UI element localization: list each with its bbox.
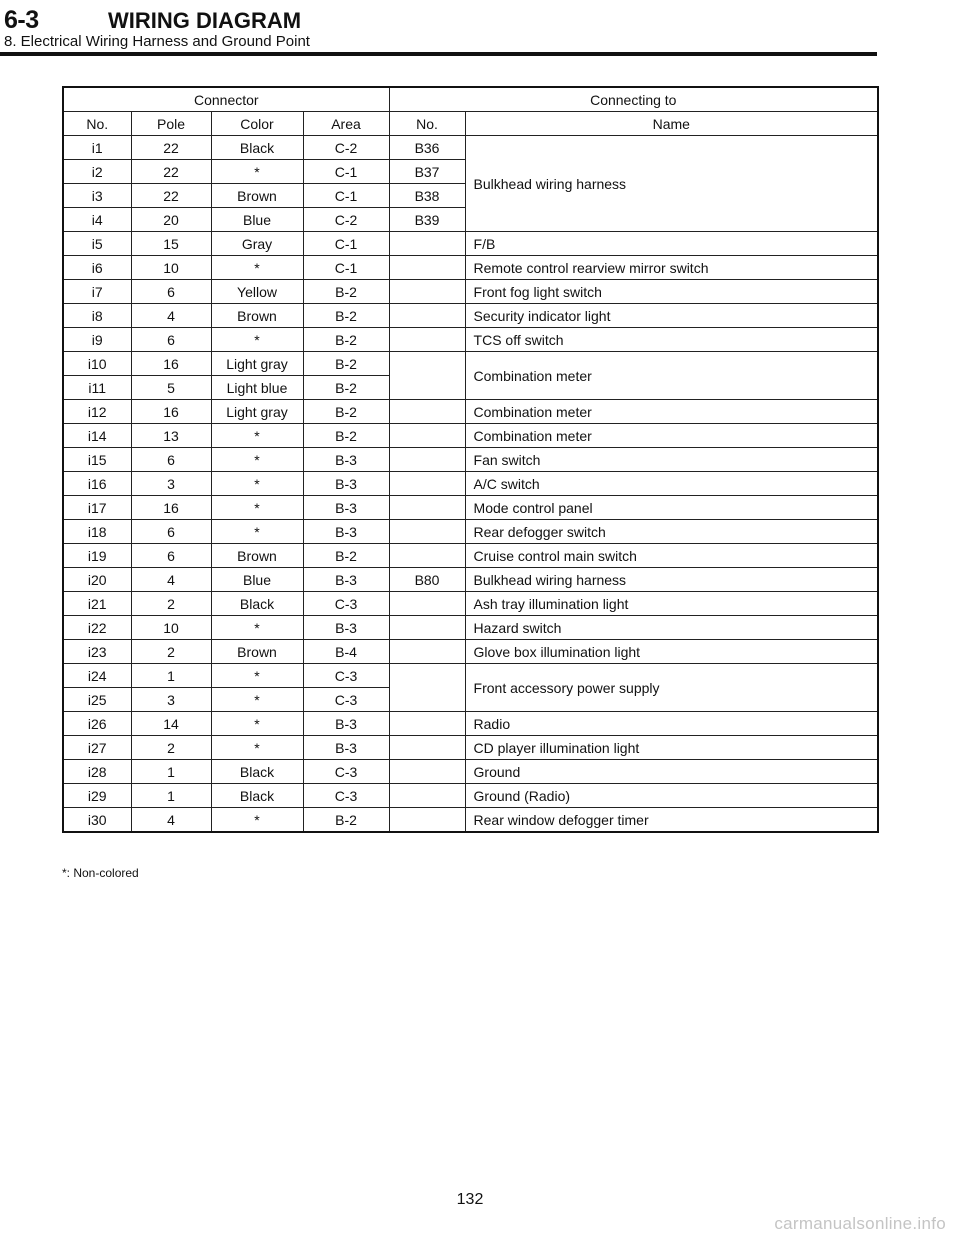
cell-name: Fan switch: [465, 448, 878, 472]
cell-conn-no: [389, 328, 465, 352]
cell-no: i15: [63, 448, 131, 472]
cell-name: Glove box illumination light: [465, 640, 878, 664]
group-header-row: [63, 87, 878, 112]
cell-color: *: [211, 712, 303, 736]
cell-conn-no: [389, 520, 465, 544]
table-row: [63, 520, 878, 544]
cell-color: *: [211, 424, 303, 448]
table-row: [63, 592, 878, 616]
cell-color: *: [211, 520, 303, 544]
cell-no: i7: [63, 280, 131, 304]
cell-no: i2: [63, 160, 131, 184]
table-row: [63, 808, 878, 833]
column-header-conn-no: No.: [389, 112, 465, 136]
table-row: [63, 424, 878, 448]
cell-pole: 1: [131, 760, 211, 784]
cell-pole: 22: [131, 184, 211, 208]
cell-area: C-3: [303, 664, 389, 688]
cell-conn-no: [389, 400, 465, 424]
column-header-row: [63, 112, 878, 136]
cell-no: i9: [63, 328, 131, 352]
cell-name: Remote control rearview mirror switch: [465, 256, 878, 280]
table-row: [63, 448, 878, 472]
cell-conn-no: [389, 304, 465, 328]
cell-no: i19: [63, 544, 131, 568]
cell-conn-no: B36: [389, 136, 465, 160]
cell-area: B-3: [303, 520, 389, 544]
connecting-to-group-header: Connecting to: [389, 87, 878, 112]
cell-pole: 4: [131, 568, 211, 592]
cell-conn-no: [389, 448, 465, 472]
cell-pole: 6: [131, 544, 211, 568]
cell-no: i21: [63, 592, 131, 616]
cell-name: Cruise control main switch: [465, 544, 878, 568]
cell-pole: 1: [131, 664, 211, 688]
cell-conn-no: [389, 472, 465, 496]
table-row: [63, 136, 878, 160]
cell-no: i5: [63, 232, 131, 256]
cell-no: i17: [63, 496, 131, 520]
cell-pole: 10: [131, 616, 211, 640]
cell-name: Ground (Radio): [465, 784, 878, 808]
cell-area: B-3: [303, 448, 389, 472]
cell-no: i18: [63, 520, 131, 544]
cell-no: i20: [63, 568, 131, 592]
cell-area: B-3: [303, 616, 389, 640]
cell-color: *: [211, 472, 303, 496]
table-row: [63, 304, 878, 328]
cell-conn-no: [389, 664, 465, 712]
cell-conn-no: [389, 592, 465, 616]
cell-area: B-4: [303, 640, 389, 664]
cell-color: Gray: [211, 232, 303, 256]
cell-conn-no: [389, 256, 465, 280]
cell-pole: 4: [131, 808, 211, 833]
cell-conn-no: B39: [389, 208, 465, 232]
cell-area: C-1: [303, 160, 389, 184]
cell-no: i8: [63, 304, 131, 328]
cell-no: i26: [63, 712, 131, 736]
watermark: carmanualsonline.info: [774, 1214, 946, 1233]
connector-group-header: Connector: [63, 87, 389, 112]
cell-color: Blue: [211, 208, 303, 232]
cell-color: Brown: [211, 184, 303, 208]
cell-color: *: [211, 160, 303, 184]
cell-conn-no: B80: [389, 568, 465, 592]
table-row: [63, 352, 878, 376]
cell-no: i4: [63, 208, 131, 232]
table-row: [63, 232, 878, 256]
column-header-name: Name: [465, 112, 878, 136]
cell-area: C-3: [303, 760, 389, 784]
section-subtitle: 8. Electrical Wiring Harness and Ground Point: [4, 33, 310, 50]
cell-area: C-3: [303, 784, 389, 808]
cell-no: i16: [63, 472, 131, 496]
cell-pole: 3: [131, 472, 211, 496]
cell-no: i22: [63, 616, 131, 640]
cell-no: i25: [63, 688, 131, 712]
cell-name: A/C switch: [465, 472, 878, 496]
cell-no: i3: [63, 184, 131, 208]
cell-area: B-3: [303, 568, 389, 592]
table-row: [63, 784, 878, 808]
cell-pole: 16: [131, 352, 211, 376]
cell-conn-no: [389, 496, 465, 520]
cell-color: *: [211, 688, 303, 712]
section-number: 6-3: [4, 6, 39, 34]
section-title: WIRING DIAGRAM: [108, 8, 302, 33]
table-row: [63, 400, 878, 424]
cell-area: B-2: [303, 544, 389, 568]
cell-name: Mode control panel: [465, 496, 878, 520]
cell-color: Brown: [211, 544, 303, 568]
cell-color: *: [211, 616, 303, 640]
cell-pole: 16: [131, 496, 211, 520]
cell-area: B-3: [303, 496, 389, 520]
cell-name: Ash tray illumination light: [465, 592, 878, 616]
cell-name: Rear defogger switch: [465, 520, 878, 544]
cell-color: Brown: [211, 640, 303, 664]
table-row: [63, 544, 878, 568]
cell-no: i28: [63, 760, 131, 784]
cell-pole: 22: [131, 160, 211, 184]
cell-name: Ground: [465, 760, 878, 784]
cell-area: C-1: [303, 232, 389, 256]
cell-pole: 10: [131, 256, 211, 280]
cell-conn-no: [389, 424, 465, 448]
table-row: [63, 280, 878, 304]
cell-color: *: [211, 808, 303, 833]
cell-conn-no: B38: [389, 184, 465, 208]
cell-color: Light blue: [211, 376, 303, 400]
cell-conn-no: [389, 736, 465, 760]
cell-area: C-3: [303, 592, 389, 616]
cell-name: Rear window defogger timer: [465, 808, 878, 833]
table-row: [63, 760, 878, 784]
cell-pole: 5: [131, 376, 211, 400]
cell-conn-no: [389, 712, 465, 736]
cell-pole: 22: [131, 136, 211, 160]
header-rule: [0, 52, 877, 56]
cell-color: Brown: [211, 304, 303, 328]
table-row: [63, 616, 878, 640]
cell-name: Radio: [465, 712, 878, 736]
cell-name: Bulkhead wiring harness: [465, 568, 878, 592]
cell-pole: 13: [131, 424, 211, 448]
cell-area: B-3: [303, 712, 389, 736]
connector-table: [62, 86, 879, 833]
cell-no: i23: [63, 640, 131, 664]
cell-no: i30: [63, 808, 131, 833]
cell-color: Blue: [211, 568, 303, 592]
cell-color: Light gray: [211, 400, 303, 424]
column-header-pole: Pole: [131, 112, 211, 136]
cell-color: Yellow: [211, 280, 303, 304]
cell-color: Light gray: [211, 352, 303, 376]
cell-no: i1: [63, 136, 131, 160]
table-row: [63, 256, 878, 280]
table-row: [63, 568, 878, 592]
cell-name: Combination meter: [465, 352, 878, 400]
cell-name: Front accessory power supply: [465, 664, 878, 712]
table-row: [63, 736, 878, 760]
table-row: [63, 496, 878, 520]
cell-pole: 2: [131, 640, 211, 664]
cell-area: C-1: [303, 256, 389, 280]
cell-conn-no: [389, 544, 465, 568]
cell-name: F/B: [465, 232, 878, 256]
cell-conn-no: [389, 232, 465, 256]
cell-conn-no: B37: [389, 160, 465, 184]
cell-no: i29: [63, 784, 131, 808]
cell-pole: 20: [131, 208, 211, 232]
cell-area: C-2: [303, 136, 389, 160]
table-row: [63, 472, 878, 496]
cell-name: CD player illumination light: [465, 736, 878, 760]
cell-pole: 6: [131, 280, 211, 304]
cell-conn-no: [389, 616, 465, 640]
cell-color: *: [211, 448, 303, 472]
cell-color: Black: [211, 136, 303, 160]
footnote: *: Non-colored: [62, 866, 139, 880]
cell-area: B-2: [303, 304, 389, 328]
column-header-no: No.: [63, 112, 131, 136]
cell-color: Black: [211, 784, 303, 808]
cell-name: Front fog light switch: [465, 280, 878, 304]
table-row: [63, 712, 878, 736]
table-row: [63, 640, 878, 664]
cell-area: B-2: [303, 808, 389, 833]
cell-no: i14: [63, 424, 131, 448]
cell-pole: 4: [131, 304, 211, 328]
cell-color: Black: [211, 760, 303, 784]
table-row: [63, 328, 878, 352]
cell-conn-no: [389, 784, 465, 808]
table-row: [63, 664, 878, 688]
cell-area: B-2: [303, 280, 389, 304]
cell-name: Combination meter: [465, 400, 878, 424]
cell-name: Hazard switch: [465, 616, 878, 640]
cell-area: B-3: [303, 472, 389, 496]
cell-color: *: [211, 664, 303, 688]
cell-area: B-2: [303, 376, 389, 400]
cell-conn-no: [389, 808, 465, 833]
cell-area: B-3: [303, 736, 389, 760]
cell-pole: 6: [131, 448, 211, 472]
cell-pole: 2: [131, 736, 211, 760]
cell-conn-no: [389, 760, 465, 784]
column-header-color: Color: [211, 112, 303, 136]
cell-no: i27: [63, 736, 131, 760]
table-body: [63, 136, 878, 833]
page-number: 132: [456, 1191, 484, 1208]
cell-conn-no: [389, 640, 465, 664]
cell-area: B-2: [303, 424, 389, 448]
cell-color: Black: [211, 592, 303, 616]
cell-area: C-1: [303, 184, 389, 208]
cell-name: Security indicator light: [465, 304, 878, 328]
cell-name: Bulkhead wiring harness: [465, 136, 878, 232]
cell-name: Combination meter: [465, 424, 878, 448]
cell-no: i11: [63, 376, 131, 400]
cell-pole: 3: [131, 688, 211, 712]
cell-name: TCS off switch: [465, 328, 878, 352]
cell-pole: 1: [131, 784, 211, 808]
cell-pole: 14: [131, 712, 211, 736]
cell-pole: 16: [131, 400, 211, 424]
cell-area: B-2: [303, 352, 389, 376]
cell-color: *: [211, 256, 303, 280]
cell-pole: 2: [131, 592, 211, 616]
cell-no: i6: [63, 256, 131, 280]
cell-conn-no: [389, 280, 465, 304]
cell-no: i10: [63, 352, 131, 376]
cell-pole: 6: [131, 520, 211, 544]
cell-area: B-2: [303, 328, 389, 352]
cell-color: *: [211, 328, 303, 352]
cell-no: i24: [63, 664, 131, 688]
cell-area: C-3: [303, 688, 389, 712]
cell-pole: 15: [131, 232, 211, 256]
cell-color: *: [211, 736, 303, 760]
cell-area: C-2: [303, 208, 389, 232]
cell-pole: 6: [131, 328, 211, 352]
cell-color: *: [211, 496, 303, 520]
cell-area: B-2: [303, 400, 389, 424]
cell-conn-no: [389, 352, 465, 400]
column-header-area: Area: [303, 112, 389, 136]
cell-no: i12: [63, 400, 131, 424]
